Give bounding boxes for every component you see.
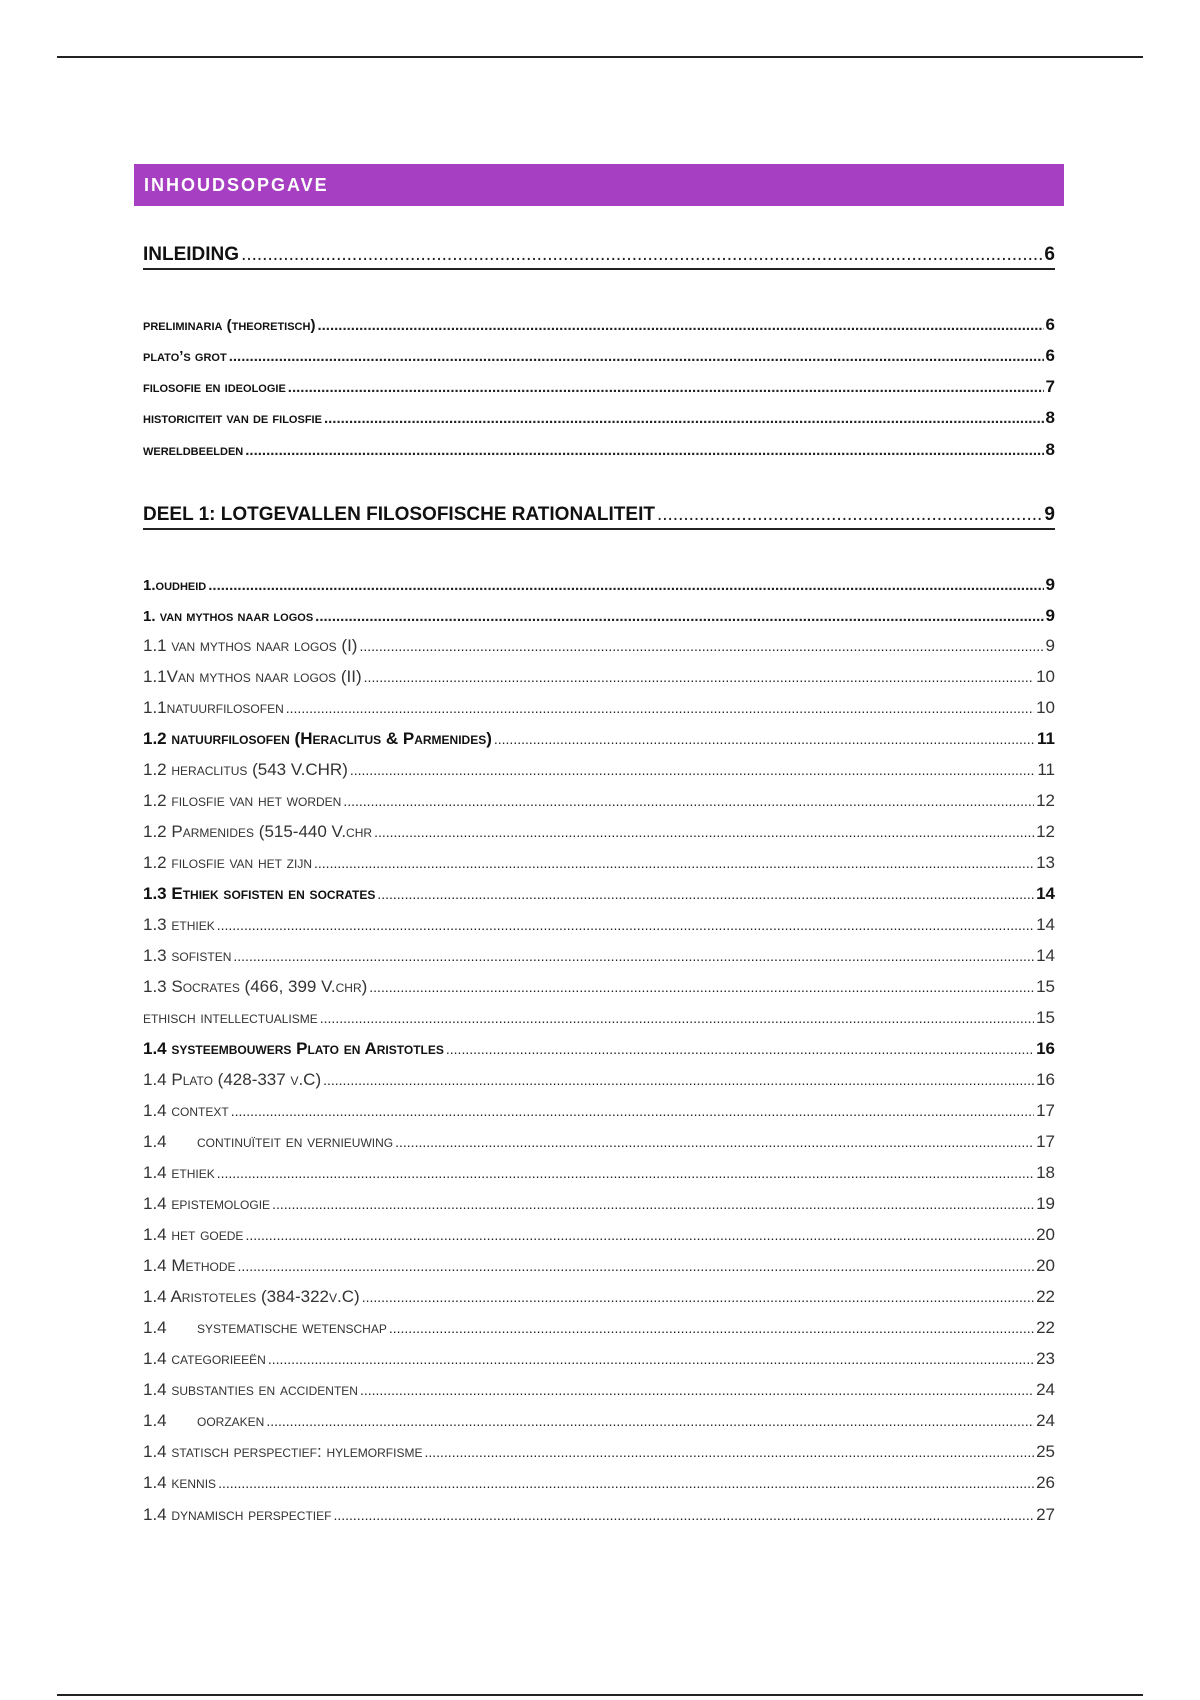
toc-entry[interactable]: 1.3 Ethiek sofisten en socrates ..... 14 [143, 884, 1055, 904]
toc-entry[interactable]: 1.2 filosfie van het worden ..... 12 [143, 791, 1055, 811]
toc-entry-inleiding[interactable]: INLEIDING ..... 6 [143, 244, 1055, 270]
toc-entry[interactable]: 1.4 Methode ..... 20 [143, 1256, 1055, 1276]
toc-entry[interactable]: ethisch intellectualisme ..... 15 [143, 1008, 1055, 1028]
toc-entry[interactable]: 1.4 dynamisch perspectief ..... 27 [143, 1505, 1055, 1525]
toc-entry[interactable]: plato’s grot ..... 6 [143, 346, 1055, 366]
toc-entry-deel-1[interactable]: DEEL 1: LOTGEVALLEN FILOSOFISCHE RATIONALITEIT ..... 9 [143, 504, 1055, 530]
toc-entry[interactable]: 1.4 context ..... 17 [143, 1101, 1055, 1121]
toc-entry[interactable]: 1.4 Plato (428-337 v.C) ..... 16 [143, 1070, 1055, 1090]
toc-entry[interactable]: 1.1Van mythos naar logos (II) ..... 10 [143, 667, 1055, 687]
toc-entry[interactable]: 1.4 substanties en accidenten ..... 24 [143, 1380, 1055, 1400]
toc-entry[interactable]: 1.2 heraclitus (543 V.CHR) ..... 11 [143, 760, 1055, 780]
toc-entry[interactable]: 1.2 Parmenides (515-440 V.chr ..... 12 [143, 822, 1055, 842]
toc-entry[interactable]: 1.3 ethiek ..... 14 [143, 915, 1055, 935]
toc-entry[interactable]: 1.3 Socrates (466, 399 V.chr) ..... 15 [143, 977, 1055, 997]
toc-entry[interactable]: 1.4 kennis ..... 26 [143, 1473, 1055, 1493]
toc-entry[interactable]: 1.4 oorzaken ..... 24 [143, 1411, 1055, 1431]
header-rule [57, 56, 1143, 58]
toc-entry[interactable]: 1.oudheid ..... 9 [143, 575, 1055, 595]
toc-entry[interactable]: 1.1natuurfilosofen ..... 10 [143, 698, 1055, 718]
toc-entry[interactable]: preliminaria (theoretisch) ..... 6 [143, 315, 1055, 335]
toc-entry[interactable]: 1.2 natuurfilosofen (Heraclitus & Parmenides) ..... 11 [143, 729, 1055, 749]
toc-entry[interactable]: 1.4 ethiek ..... 18 [143, 1163, 1055, 1183]
toc-entry[interactable]: 1.4 continuïteit en vernieuwing ..... 17 [143, 1132, 1055, 1152]
toc-entry[interactable]: 1. van mythos naar logos ..... 9 [143, 606, 1055, 626]
toc-entry[interactable]: 1.4 categorieeën ..... 23 [143, 1349, 1055, 1369]
toc-entry[interactable]: 1.4 Aristoteles (384-322v.C) ..... 22 [143, 1287, 1055, 1307]
toc-entry[interactable]: 1.4 epistemologie ..... 19 [143, 1194, 1055, 1214]
footer-rule [57, 1694, 1143, 1696]
toc-entry[interactable]: 1.1 van mythos naar logos (I) ..... 9 [143, 636, 1055, 656]
toc-heading: INHOUDSOPGAVE [134, 164, 1064, 206]
toc-entry[interactable]: wereldbeelden ..... 8 [143, 440, 1055, 460]
toc-entry[interactable]: 1.2 filosfie van het zijn ..... 13 [143, 853, 1055, 873]
toc-entry[interactable]: filosofie en ideologie ..... 7 [143, 377, 1055, 397]
toc-entry[interactable]: 1.4 het goede ..... 20 [143, 1225, 1055, 1245]
toc-entry[interactable]: 1.4 systeembouwers Plato en Aristotles ..... 16 [143, 1039, 1055, 1059]
toc-entry[interactable]: 1.4 statisch perspectief: hylemorfisme ..... 25 [143, 1442, 1055, 1462]
toc-entry[interactable]: 1.3 sofisten ..... 14 [143, 946, 1055, 966]
toc-entry[interactable]: historiciteit van de filosfie ..... 8 [143, 408, 1055, 428]
toc-entry[interactable]: 1.4 systematische wetenschap ..... 22 [143, 1318, 1055, 1338]
